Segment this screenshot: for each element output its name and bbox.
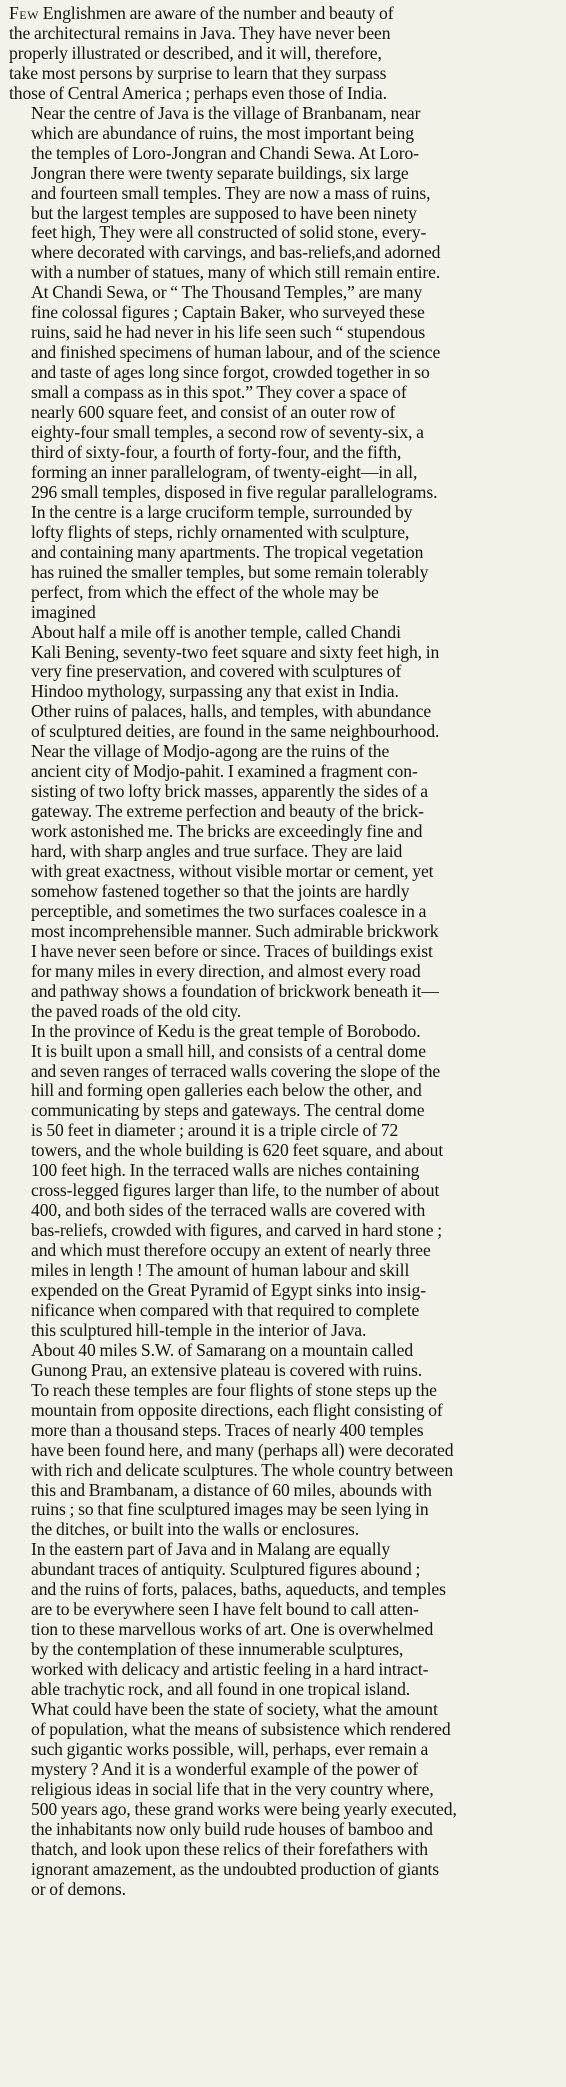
line-text: Near the village of Modjo-agong are the ruins of the bbox=[31, 741, 390, 762]
line-text: About half a mile off is another temple, called Chandi bbox=[31, 621, 401, 642]
article-paragraph bbox=[9, 742, 558, 1021]
line-text: religious ideas in social life that in the very country where, bbox=[31, 1778, 434, 1799]
text-line bbox=[9, 962, 558, 982]
text-line bbox=[9, 84, 558, 104]
line-text: bas-reliefs, crowded with figures, and carved in hard stone ; bbox=[31, 1220, 443, 1241]
text-line bbox=[9, 204, 558, 224]
text-line bbox=[9, 882, 558, 902]
line-text: imagined bbox=[31, 601, 96, 622]
text-line bbox=[9, 263, 558, 283]
text-line bbox=[9, 523, 558, 543]
line-text: the ditches, or built into the walls or enclosures. bbox=[31, 1519, 360, 1540]
line-text: and which must therefore occupy an extent of nearly three bbox=[31, 1240, 431, 1261]
line-text: with great exactness, without visible mortar or cement, yet bbox=[31, 860, 434, 881]
text-line bbox=[9, 1700, 558, 1720]
line-text: abundant traces of antiquity. Sculptured figures abound ; bbox=[31, 1559, 421, 1580]
article-paragraph bbox=[9, 4, 558, 104]
text-line bbox=[9, 603, 558, 623]
text-line bbox=[9, 702, 558, 722]
line-text: Near the centre of Java is the village of Branbanam, near bbox=[31, 102, 421, 123]
lead-word: Few bbox=[9, 3, 39, 23]
text-line bbox=[9, 982, 558, 1002]
line-text: the paved roads of the old city. bbox=[31, 1000, 242, 1021]
line-text: At Chandi Sewa, or “ The Thousand Temples,” are many bbox=[31, 282, 423, 303]
line-text: and taste of ages long since forgot, crowded together in so bbox=[31, 362, 430, 383]
text-line bbox=[9, 4, 558, 24]
line-text: communicating by steps and gateways. The central dome bbox=[31, 1100, 425, 1121]
text-line bbox=[9, 1042, 558, 1062]
text-line bbox=[9, 1481, 558, 1501]
line-text: where decorated with carvings, and bas-reliefs,and adorned bbox=[31, 242, 441, 263]
line-text: cross-legged figures larger than life, to the number of about bbox=[31, 1180, 440, 1201]
line-text: worked with delicacy and artistic feeling in a hard intract- bbox=[31, 1659, 429, 1680]
text-line bbox=[9, 104, 558, 124]
text-line bbox=[9, 1401, 558, 1421]
line-text: very fine preservation, and covered with sculptures of bbox=[31, 661, 402, 682]
line-text: mountain from opposite directions, each flight consisting of bbox=[31, 1399, 443, 1420]
line-text: properly illustrated or described, and it will, therefore, bbox=[9, 42, 382, 63]
text-line bbox=[9, 922, 558, 942]
line-text: and finished specimens of human labour, and of the science bbox=[31, 342, 441, 363]
text-line bbox=[9, 1600, 558, 1620]
text-line bbox=[9, 623, 558, 643]
line-text: the inhabitants now only build rude houses of bamboo and bbox=[31, 1818, 433, 1839]
text-line bbox=[9, 1261, 558, 1281]
text-line bbox=[9, 1341, 558, 1361]
line-text: To reach these temples are four flights of stone steps up the bbox=[31, 1379, 437, 1400]
text-line bbox=[9, 1540, 558, 1560]
text-line bbox=[9, 583, 558, 603]
text-line bbox=[9, 343, 558, 363]
line-text: It is built upon a small hill, and consists of a central dome bbox=[31, 1040, 426, 1061]
text-line bbox=[9, 1381, 558, 1401]
line-text: expended on the Great Pyramid of Egypt sinks into insig- bbox=[31, 1280, 426, 1300]
text-line bbox=[9, 124, 558, 144]
text-line bbox=[9, 1680, 558, 1700]
text-line bbox=[9, 662, 558, 682]
line-text: work astonished me. The bricks are exceedingly fine and bbox=[31, 821, 423, 842]
text-line bbox=[9, 1580, 558, 1600]
line-text: for many miles in every direction, and almost every road bbox=[31, 960, 421, 981]
text-line bbox=[9, 1161, 558, 1181]
text-line bbox=[9, 64, 558, 84]
line-text: mystery ? And it is a wonderful example of the power of bbox=[31, 1758, 419, 1779]
article-body bbox=[9, 4, 558, 1900]
text-line bbox=[9, 1121, 558, 1141]
line-text: ignorant amazement, as the undoubted production of giants bbox=[31, 1858, 440, 1879]
text-line bbox=[9, 1221, 558, 1241]
article-paragraph bbox=[9, 1341, 558, 1541]
line-text: with a number of statues, many of which still remain entire. bbox=[31, 262, 441, 283]
line-text: Jongran there were twenty separate buildings, six large bbox=[31, 162, 409, 183]
line-text: third of sixty-four, a fourth of forty-four, and the fifth, bbox=[31, 441, 402, 462]
text-line bbox=[9, 383, 558, 403]
line-text: and fourteen small temples. They are now a mass of ruins, bbox=[31, 182, 431, 203]
text-line bbox=[9, 403, 558, 423]
line-text: but the largest temples are supposed to have been ninety bbox=[31, 202, 417, 223]
text-line bbox=[9, 1560, 558, 1580]
line-text: Englishmen are aware of the number and beauty of bbox=[38, 3, 394, 23]
line-text: Kali Bening, seventy-two feet square and sixty feet high, in bbox=[31, 641, 440, 662]
line-text: this sculptured hill-temple in the interior of Java. bbox=[31, 1319, 367, 1340]
line-text: the temples of Loro-Jongran and Chandi Sewa. At Loro- bbox=[31, 142, 419, 163]
line-text: more than a thousand steps. Traces of nearly 400 temples bbox=[31, 1419, 424, 1440]
text-line bbox=[9, 1760, 558, 1780]
text-line bbox=[9, 942, 558, 962]
line-text: has ruined the smaller temples, but some remain tolerably bbox=[31, 561, 429, 582]
line-text: tion to these marvellous works of art. One is overwhelmed bbox=[31, 1619, 434, 1640]
text-line bbox=[9, 223, 558, 243]
text-line bbox=[9, 722, 558, 742]
text-line bbox=[9, 144, 558, 164]
line-text: and the ruins of forts, palaces, baths, aqueducts, and temples bbox=[31, 1579, 446, 1600]
text-line bbox=[9, 164, 558, 184]
line-text: About 40 miles S.W. of Samarang on a mountain called bbox=[31, 1339, 414, 1360]
line-text: In the centre is a large cruciform temple, surrounded by bbox=[31, 501, 413, 522]
line-text: 296 small temples, disposed in five regular parallelograms. bbox=[31, 481, 438, 502]
line-text: most incomprehensible manner. Such admirable brickwork bbox=[31, 920, 439, 941]
text-line bbox=[9, 862, 558, 882]
article-paragraph bbox=[9, 1022, 558, 1341]
text-line bbox=[9, 1181, 558, 1201]
text-line bbox=[9, 1660, 558, 1680]
text-line bbox=[9, 1321, 558, 1341]
text-line bbox=[9, 1022, 558, 1042]
text-line bbox=[9, 1361, 558, 1381]
line-text: Other ruins of palaces, halls, and temples, with abundance bbox=[31, 701, 432, 722]
text-line bbox=[9, 363, 558, 383]
line-text: 100 feet high. In the terraced walls are niches containing bbox=[31, 1160, 420, 1181]
text-line bbox=[9, 563, 558, 583]
text-line bbox=[9, 902, 558, 922]
text-line bbox=[9, 1241, 558, 1261]
text-line bbox=[9, 184, 558, 204]
line-text: lofty flights of steps, richly ornamented with sculpture, bbox=[31, 521, 410, 542]
line-text: Hindoo mythology, surpassing any that exist in India. bbox=[31, 681, 399, 702]
text-line bbox=[9, 802, 558, 822]
line-text: fine colossal figures ; Captain Baker, who surveyed these bbox=[31, 302, 425, 323]
text-line bbox=[9, 1840, 558, 1860]
line-text: nificance when compared with that required to complete bbox=[31, 1299, 420, 1320]
line-text: take most persons by surprise to learn that they surpass bbox=[9, 62, 387, 83]
text-line bbox=[9, 1281, 558, 1301]
article-paragraph bbox=[9, 623, 558, 743]
text-line bbox=[9, 782, 558, 802]
text-line bbox=[9, 443, 558, 463]
text-line bbox=[9, 1062, 558, 1082]
line-text: small a compass as in this spot.” They cover a space of bbox=[31, 382, 407, 403]
line-text: and seven ranges of terraced walls covering the slope of the bbox=[31, 1060, 441, 1081]
text-line bbox=[9, 463, 558, 483]
text-line bbox=[9, 1441, 558, 1461]
text-line bbox=[9, 1002, 558, 1022]
text-line bbox=[9, 1880, 558, 1900]
text-line bbox=[9, 1860, 558, 1880]
text-line bbox=[9, 24, 558, 44]
line-text: nearly 600 square feet, and consist of an outer row of bbox=[31, 402, 396, 423]
line-text: ancient city of Modjo-pahit. I examined a fragment con- bbox=[31, 761, 418, 782]
text-line bbox=[9, 243, 558, 263]
text-line bbox=[9, 1620, 558, 1640]
line-text: this and Brambanam, a distance of 60 miles, abounds with bbox=[31, 1479, 432, 1500]
line-text: by the contemplation of these innumerable sculptures, bbox=[31, 1639, 404, 1660]
line-text: hill and forming open galleries each below the other, and bbox=[31, 1080, 422, 1101]
line-text: In the province of Kedu is the great temple of Borobodo. bbox=[31, 1020, 421, 1041]
text-line bbox=[9, 643, 558, 663]
line-text: miles in length ! The amount of human labour and skill bbox=[31, 1260, 410, 1281]
line-text: thatch, and look upon these relics of their forefathers with bbox=[31, 1838, 428, 1859]
line-text: and containing many apartments. The tropical vegetation bbox=[31, 541, 424, 562]
text-line bbox=[9, 1720, 558, 1740]
line-text: have been found here, and many (perhaps all) were decorated bbox=[31, 1439, 454, 1460]
text-line bbox=[9, 1780, 558, 1800]
text-line bbox=[9, 543, 558, 563]
line-text: somehow fastened together so that the joints are hardly bbox=[31, 880, 410, 901]
line-text: In the eastern part of Java and in Malang are equally bbox=[31, 1539, 391, 1560]
line-text: ruins, said he had never in his life seen such “ stupendous bbox=[31, 322, 426, 343]
line-text: Gunong Prau, an extensive plateau is covered with ruins. bbox=[31, 1359, 423, 1380]
text-line bbox=[9, 1301, 558, 1321]
line-text: forming an inner parallelogram, of twenty-eight—in all, bbox=[31, 461, 418, 482]
text-line bbox=[9, 1201, 558, 1221]
line-text: which are abundance of ruins, the most important being bbox=[31, 122, 414, 143]
text-line bbox=[9, 1081, 558, 1101]
text-line bbox=[9, 1740, 558, 1760]
line-text: eighty-four small temples, a second row of seventy-six, a bbox=[31, 422, 424, 443]
text-line bbox=[9, 1421, 558, 1441]
line-text: is 50 feet in diameter ; around it is a triple circle of 72 bbox=[31, 1120, 399, 1141]
text-line bbox=[9, 762, 558, 782]
line-text: I have never seen before or since. Traces of buildings exist bbox=[31, 940, 433, 961]
text-line bbox=[9, 303, 558, 323]
text-line bbox=[9, 742, 558, 762]
line-text: such gigantic works possible, will, perhaps, ever remain a bbox=[31, 1738, 429, 1759]
line-text: and pathway shows a foundation of brickwork beneath it— bbox=[31, 980, 439, 1001]
line-text: 500 years ago, these grand works were being yearly executed, bbox=[31, 1798, 457, 1819]
line-text: gateway. The extreme perfection and beauty of the brick- bbox=[31, 801, 424, 822]
text-line bbox=[9, 1101, 558, 1121]
text-line bbox=[9, 1141, 558, 1161]
line-text: those of Central America ; perhaps even those of India. bbox=[9, 82, 387, 103]
text-line bbox=[9, 483, 558, 503]
text-line bbox=[9, 1640, 558, 1660]
text-line bbox=[9, 44, 558, 64]
line-text: with rich and delicate sculptures. The whole country between bbox=[31, 1459, 454, 1480]
line-text: hard, with sharp angles and true surface. They are laid bbox=[31, 841, 403, 862]
line-text: or of demons. bbox=[31, 1878, 126, 1899]
text-line bbox=[9, 283, 558, 303]
text-line bbox=[9, 503, 558, 523]
line-text: towers, and the whole building is 620 feet square, and about bbox=[31, 1140, 444, 1161]
text-line bbox=[9, 323, 558, 343]
article-paragraph bbox=[9, 104, 558, 623]
line-text: perfect, from which the effect of the whole may be bbox=[31, 581, 379, 602]
text-line bbox=[9, 1820, 558, 1840]
text-line bbox=[9, 682, 558, 702]
line-text: the architectural remains in Java. They have never been bbox=[9, 22, 391, 43]
text-line bbox=[9, 1800, 558, 1820]
line-text: What could have been the state of society, what the amount bbox=[31, 1699, 438, 1720]
text-line bbox=[9, 1500, 558, 1520]
text-line bbox=[9, 842, 558, 862]
text-line bbox=[9, 1461, 558, 1481]
line-text: are to be everywhere seen I have felt bound to call atten- bbox=[31, 1599, 419, 1620]
line-text: 400, and both sides of the terraced walls are covered with bbox=[31, 1200, 426, 1221]
line-text: feet high, They were all constructed of solid stone, every- bbox=[31, 222, 427, 243]
article-paragraph bbox=[9, 1540, 558, 1899]
line-text: able trachytic rock, and all found in one tropical island. bbox=[31, 1679, 411, 1700]
text-line bbox=[9, 1520, 558, 1540]
line-text: perceptible, and sometimes the two surfaces coalesce in a bbox=[31, 900, 427, 921]
line-text: of population, what the means of subsistence which rendered bbox=[31, 1718, 451, 1739]
text-line bbox=[9, 423, 558, 443]
line-text: sisting of two lofty brick masses, apparently the sides of a bbox=[31, 781, 428, 802]
line-text: of sculptured deities, are found in the same neighbourhood. bbox=[31, 721, 440, 742]
line-text: ruins ; so that fine sculptured images may be seen lying in bbox=[31, 1499, 429, 1520]
text-line bbox=[9, 822, 558, 842]
